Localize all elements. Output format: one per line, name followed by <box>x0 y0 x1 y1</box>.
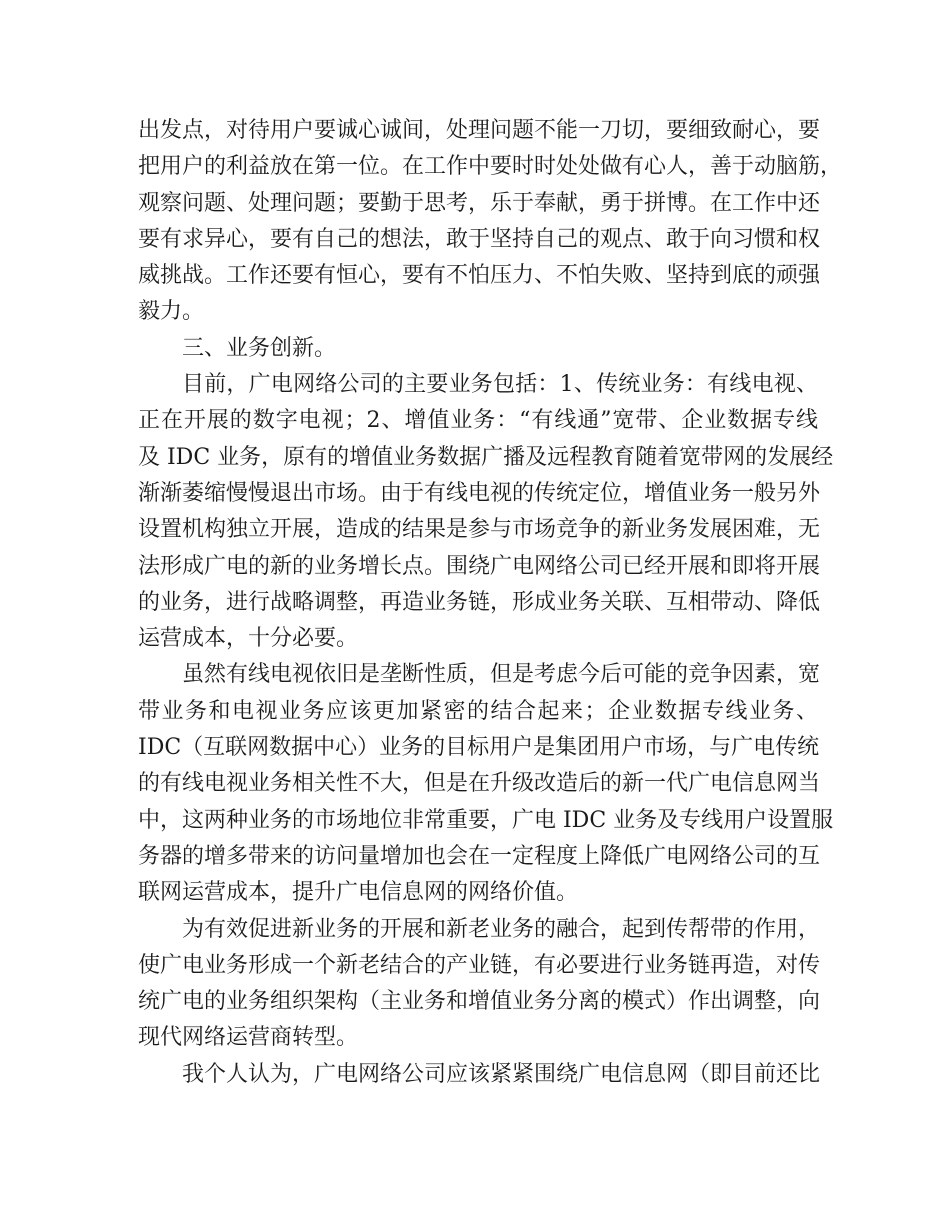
text-line: 为有效促进新业务的开展和新老业务的融合，起到传帮带的作用， <box>182 916 821 942</box>
text-line: 威挑战。工作还要有恒心，要有不怕压力、不怕失败、坚持到底的顽强 <box>138 263 821 289</box>
text-line: 的业务，进行战略调整，再造业务链，形成业务关联、互相带动、降低 <box>138 589 821 615</box>
text-line: IDC（互联网数据中心）业务的目标用户是集团用户市场，与广电传统 <box>138 735 820 761</box>
body-text <box>138 113 843 1093</box>
text-line: 把用户的利益放在第一位。在工作中要时时处处做有心人，善于动脑筋， <box>138 154 843 180</box>
text-line: 毅力。 <box>138 299 205 325</box>
text-line: 务器的增多带来的访问量增加也会在一定程度上降低广电网络公司的互 <box>138 843 821 869</box>
text-line: 现代网络运营商转型。 <box>138 1025 359 1051</box>
text-line: 观察问题、处理问题；要勤于思考，乐于奉献，勇于拼博。在工作中还 <box>138 190 821 216</box>
text-line: 我个人认为，广电网络公司应该紧紧围绕广电信息网（即目前还比 <box>182 1061 821 1087</box>
text-line: 带业务和电视业务应该更加紧密的结合起来；企业数据专线业务、 <box>138 698 818 724</box>
text-line: 运营成本，十分必要。 <box>138 626 359 652</box>
text-line: 渐渐萎缩慢慢退出市场。由于有线电视的传统定位，增值业务一般另外 <box>138 480 821 506</box>
text-line: 及 IDC 业务，原有的增值业务数据广播及远程教育随着宽带网的发展经 <box>138 444 834 470</box>
text-line: 虽然有线电视依旧是垄断性质，但是考虑今后可能的竞争因素，宽 <box>182 662 821 688</box>
text-line: 正在开展的数字电视；2、增值业务：“有线通”宽带、企业数据专线 <box>138 408 818 434</box>
text-line: 目前，广电网络公司的主要业务包括：1、传统业务：有线电视、 <box>182 372 818 398</box>
text-line: 统广电的业务组织架构（主业务和增值业务分离的模式）作出调整，向 <box>138 989 821 1015</box>
text-line: 设置机构独立开展，造成的结果是参与市场竞争的新业务发展困难，无 <box>138 517 821 543</box>
text-line: 要有求异心，要有自己的想法，敢于坚持自己的观点、敢于向习惯和权 <box>138 226 821 252</box>
text-line: 三、业务创新。 <box>182 335 337 361</box>
text-line: 联网运营成本，提升广电信息网的网络价值。 <box>138 880 579 906</box>
text-line: 使广电业务形成一个新老结合的产业链，有必要进行业务链再造，对传 <box>138 952 821 978</box>
text-line: 的有线电视业务相关性不大，但是在升级改造后的新一代广电信息网当 <box>138 771 821 797</box>
text-line: 中，这两种业务的市场地位非常重要，广电 IDC 业务及专线用户设置服 <box>138 807 834 833</box>
text-line: 法形成广电的新的业务增长点。围绕广电网络公司已经开展和即将开展 <box>138 553 821 579</box>
text-line: 出发点，对待用户要诚心诚间，处理问题不能一刀切，要细致耐心，要 <box>138 118 821 143</box>
